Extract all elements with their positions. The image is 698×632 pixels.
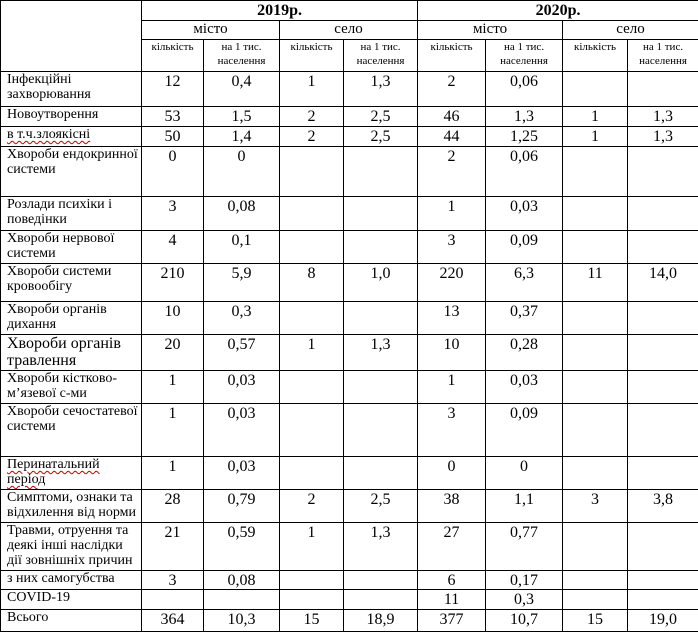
table-row <box>1 302 698 335</box>
place-header: місто <box>142 21 280 40</box>
value-cell <box>628 457 698 490</box>
row-label: в т.ч.злоякісні <box>1 127 142 147</box>
value-cell: 11 <box>418 590 486 610</box>
subheader-rate: на 1 тис. населення <box>344 40 418 72</box>
row-label: Хвороби системи кровообігу <box>1 264 142 302</box>
value-cell: 44 <box>418 127 486 147</box>
value-cell <box>563 72 628 107</box>
value-cell: 1,3 <box>344 523 418 571</box>
value-cell: 0 <box>418 457 486 490</box>
value-cell: 2 <box>280 107 344 127</box>
value-cell: 13 <box>418 302 486 335</box>
subheader-count: кількість <box>280 40 344 72</box>
value-cell: 377 <box>418 610 486 632</box>
value-cell: 3,8 <box>628 490 698 523</box>
value-cell: 3 <box>563 490 628 523</box>
value-cell <box>628 72 698 107</box>
row-label: Розлади психіки і поведінки <box>1 197 142 231</box>
value-cell <box>344 457 418 490</box>
place-header: місто <box>418 21 563 40</box>
value-cell: 0,79 <box>204 490 280 523</box>
row-label: Перинатальний період <box>1 457 142 490</box>
value-cell: 3 <box>418 404 486 457</box>
value-cell: 1 <box>563 127 628 147</box>
value-cell <box>628 302 698 335</box>
value-cell: 0,06 <box>486 72 563 107</box>
value-cell: 50 <box>142 127 204 147</box>
value-cell <box>628 335 698 371</box>
value-cell: 1 <box>563 107 628 127</box>
value-cell: 10,7 <box>486 610 563 632</box>
value-cell: 53 <box>142 107 204 127</box>
value-cell: 10 <box>142 302 204 335</box>
value-cell: 0,4 <box>204 72 280 107</box>
value-cell <box>563 457 628 490</box>
value-cell <box>280 231 344 264</box>
value-cell: 11 <box>563 264 628 302</box>
value-cell: 364 <box>142 610 204 632</box>
value-cell <box>280 371 344 404</box>
value-cell: 0,77 <box>486 523 563 571</box>
value-cell: 3 <box>418 231 486 264</box>
value-cell <box>344 147 418 197</box>
value-cell <box>563 197 628 231</box>
value-cell: 1 <box>142 371 204 404</box>
value-cell: 0,57 <box>204 335 280 371</box>
value-cell <box>280 457 344 490</box>
value-cell <box>628 571 698 590</box>
value-cell: 0,3 <box>486 590 563 610</box>
value-cell <box>563 147 628 197</box>
value-cell: 1 <box>280 523 344 571</box>
value-cell <box>628 523 698 571</box>
value-cell: 1,3 <box>628 127 698 147</box>
subheader-rate: на 1 тис. населення <box>628 40 698 72</box>
place-header: село <box>563 21 698 40</box>
table-row <box>1 590 698 610</box>
subheader-count: кількість <box>563 40 628 72</box>
value-cell: 1 <box>418 371 486 404</box>
value-cell: 1,0 <box>344 264 418 302</box>
value-cell: 2 <box>280 127 344 147</box>
table-body <box>1 72 698 632</box>
value-cell <box>280 302 344 335</box>
table-row <box>1 457 698 490</box>
value-cell: 0,09 <box>486 404 563 457</box>
value-cell <box>628 404 698 457</box>
value-cell <box>563 335 628 371</box>
value-cell: 2,5 <box>344 127 418 147</box>
value-cell <box>563 302 628 335</box>
table-row <box>1 610 698 632</box>
row-label: Хвороби органів дихання <box>1 302 142 335</box>
value-cell: 1 <box>418 197 486 231</box>
value-cell: 21 <box>142 523 204 571</box>
year-header: 2020р. <box>418 1 698 21</box>
value-cell <box>344 197 418 231</box>
value-cell: 10,3 <box>204 610 280 632</box>
value-cell: 0,59 <box>204 523 280 571</box>
row-label: Хвороби органів травлення <box>1 335 142 371</box>
row-label: Інфекційні захворювання <box>1 72 142 107</box>
row-label: Симптоми, ознаки та відхилення від норми <box>1 490 142 523</box>
value-cell: 46 <box>418 107 486 127</box>
value-cell: 12 <box>142 72 204 107</box>
value-cell: 15 <box>563 610 628 632</box>
value-cell: 6,3 <box>486 264 563 302</box>
value-cell: 0,03 <box>204 404 280 457</box>
row-label: COVID-19 <box>1 590 142 610</box>
value-cell: 1,25 <box>486 127 563 147</box>
table-row <box>1 231 698 264</box>
value-cell: 2 <box>418 72 486 107</box>
value-cell: 0,09 <box>486 231 563 264</box>
row-label: Хвороби нервової системи <box>1 231 142 264</box>
table-row <box>1 107 698 127</box>
value-cell: 6 <box>418 571 486 590</box>
value-cell <box>628 197 698 231</box>
value-cell: 0,03 <box>204 371 280 404</box>
subheader-rate: на 1 тис. населення <box>204 40 280 72</box>
value-cell: 0,28 <box>486 335 563 371</box>
value-cell <box>628 147 698 197</box>
value-cell <box>563 404 628 457</box>
value-cell: 0,08 <box>204 197 280 231</box>
value-cell <box>344 590 418 610</box>
value-cell <box>142 590 204 610</box>
value-cell: 1,3 <box>344 72 418 107</box>
table-row <box>1 571 698 590</box>
value-cell: 0,03 <box>204 457 280 490</box>
row-label: з них самогубства <box>1 571 142 590</box>
place-header: село <box>280 21 418 40</box>
value-cell <box>344 302 418 335</box>
value-cell: 27 <box>418 523 486 571</box>
value-cell: 3 <box>142 197 204 231</box>
table-row <box>1 127 698 147</box>
value-cell: 1,4 <box>204 127 280 147</box>
value-cell: 28 <box>142 490 204 523</box>
table-row <box>1 371 698 404</box>
value-cell <box>344 571 418 590</box>
value-cell: 14,0 <box>628 264 698 302</box>
value-cell: 18,9 <box>344 610 418 632</box>
value-cell: 1 <box>280 72 344 107</box>
value-cell <box>204 590 280 610</box>
value-cell: 1,3 <box>486 107 563 127</box>
value-cell: 38 <box>418 490 486 523</box>
table-row <box>1 404 698 457</box>
row-label: Новоутворення <box>1 107 142 127</box>
value-cell <box>628 231 698 264</box>
value-cell: 2,5 <box>344 490 418 523</box>
value-cell: 0,03 <box>486 197 563 231</box>
value-cell: 220 <box>418 264 486 302</box>
year-header: 2019р. <box>142 1 418 21</box>
value-cell: 2 <box>280 490 344 523</box>
value-cell <box>344 404 418 457</box>
value-cell: 1 <box>280 335 344 371</box>
value-cell: 3 <box>142 571 204 590</box>
value-cell <box>628 371 698 404</box>
subheader-count: кількість <box>418 40 486 72</box>
value-cell: 2 <box>418 147 486 197</box>
value-cell: 0,3 <box>204 302 280 335</box>
value-cell: 1,3 <box>628 107 698 127</box>
table-row <box>1 523 698 571</box>
row-label: Травми, отруення та деякі інші наслідки дії зовнішніх причин <box>1 523 142 571</box>
value-cell <box>280 590 344 610</box>
table-row <box>1 197 698 231</box>
subheader-rate: на 1 тис. населення <box>486 40 563 72</box>
value-cell <box>563 571 628 590</box>
value-cell: 0,08 <box>204 571 280 590</box>
value-cell: 0,1 <box>204 231 280 264</box>
table-row <box>1 490 698 523</box>
value-cell: 10 <box>418 335 486 371</box>
value-cell: 2,5 <box>344 107 418 127</box>
value-cell <box>563 590 628 610</box>
value-cell: 15 <box>280 610 344 632</box>
value-cell: 4 <box>142 231 204 264</box>
value-cell: 1,5 <box>204 107 280 127</box>
value-cell: 0 <box>204 147 280 197</box>
row-label: Всього <box>1 610 142 632</box>
value-cell <box>563 231 628 264</box>
table-row <box>1 72 698 107</box>
row-label: Хвороби кістково-м’язевої с-ми <box>1 371 142 404</box>
corner-cell <box>1 1 142 72</box>
value-cell: 1 <box>142 404 204 457</box>
value-cell <box>563 371 628 404</box>
value-cell <box>280 571 344 590</box>
value-cell: 1,1 <box>486 490 563 523</box>
value-cell: 20 <box>142 335 204 371</box>
value-cell: 19,0 <box>628 610 698 632</box>
table-row <box>1 264 698 302</box>
value-cell: 0,03 <box>486 371 563 404</box>
row-label: Хвороби ендокринної системи <box>1 147 142 197</box>
value-cell <box>344 371 418 404</box>
table-row <box>1 335 698 371</box>
value-cell: 0 <box>486 457 563 490</box>
table-row <box>1 147 698 197</box>
value-cell <box>280 147 344 197</box>
value-cell: 0,37 <box>486 302 563 335</box>
value-cell: 0,06 <box>486 147 563 197</box>
value-cell: 210 <box>142 264 204 302</box>
value-cell: 0,17 <box>486 571 563 590</box>
value-cell <box>280 197 344 231</box>
value-cell <box>344 231 418 264</box>
value-cell: 1 <box>142 457 204 490</box>
row-label: Хвороби сечостатевої системи <box>1 404 142 457</box>
value-cell <box>280 404 344 457</box>
value-cell: 0 <box>142 147 204 197</box>
value-cell: 8 <box>280 264 344 302</box>
value-cell: 1,3 <box>344 335 418 371</box>
subheader-count: кількість <box>142 40 204 72</box>
value-cell <box>563 523 628 571</box>
value-cell <box>628 590 698 610</box>
value-cell: 5,9 <box>204 264 280 302</box>
